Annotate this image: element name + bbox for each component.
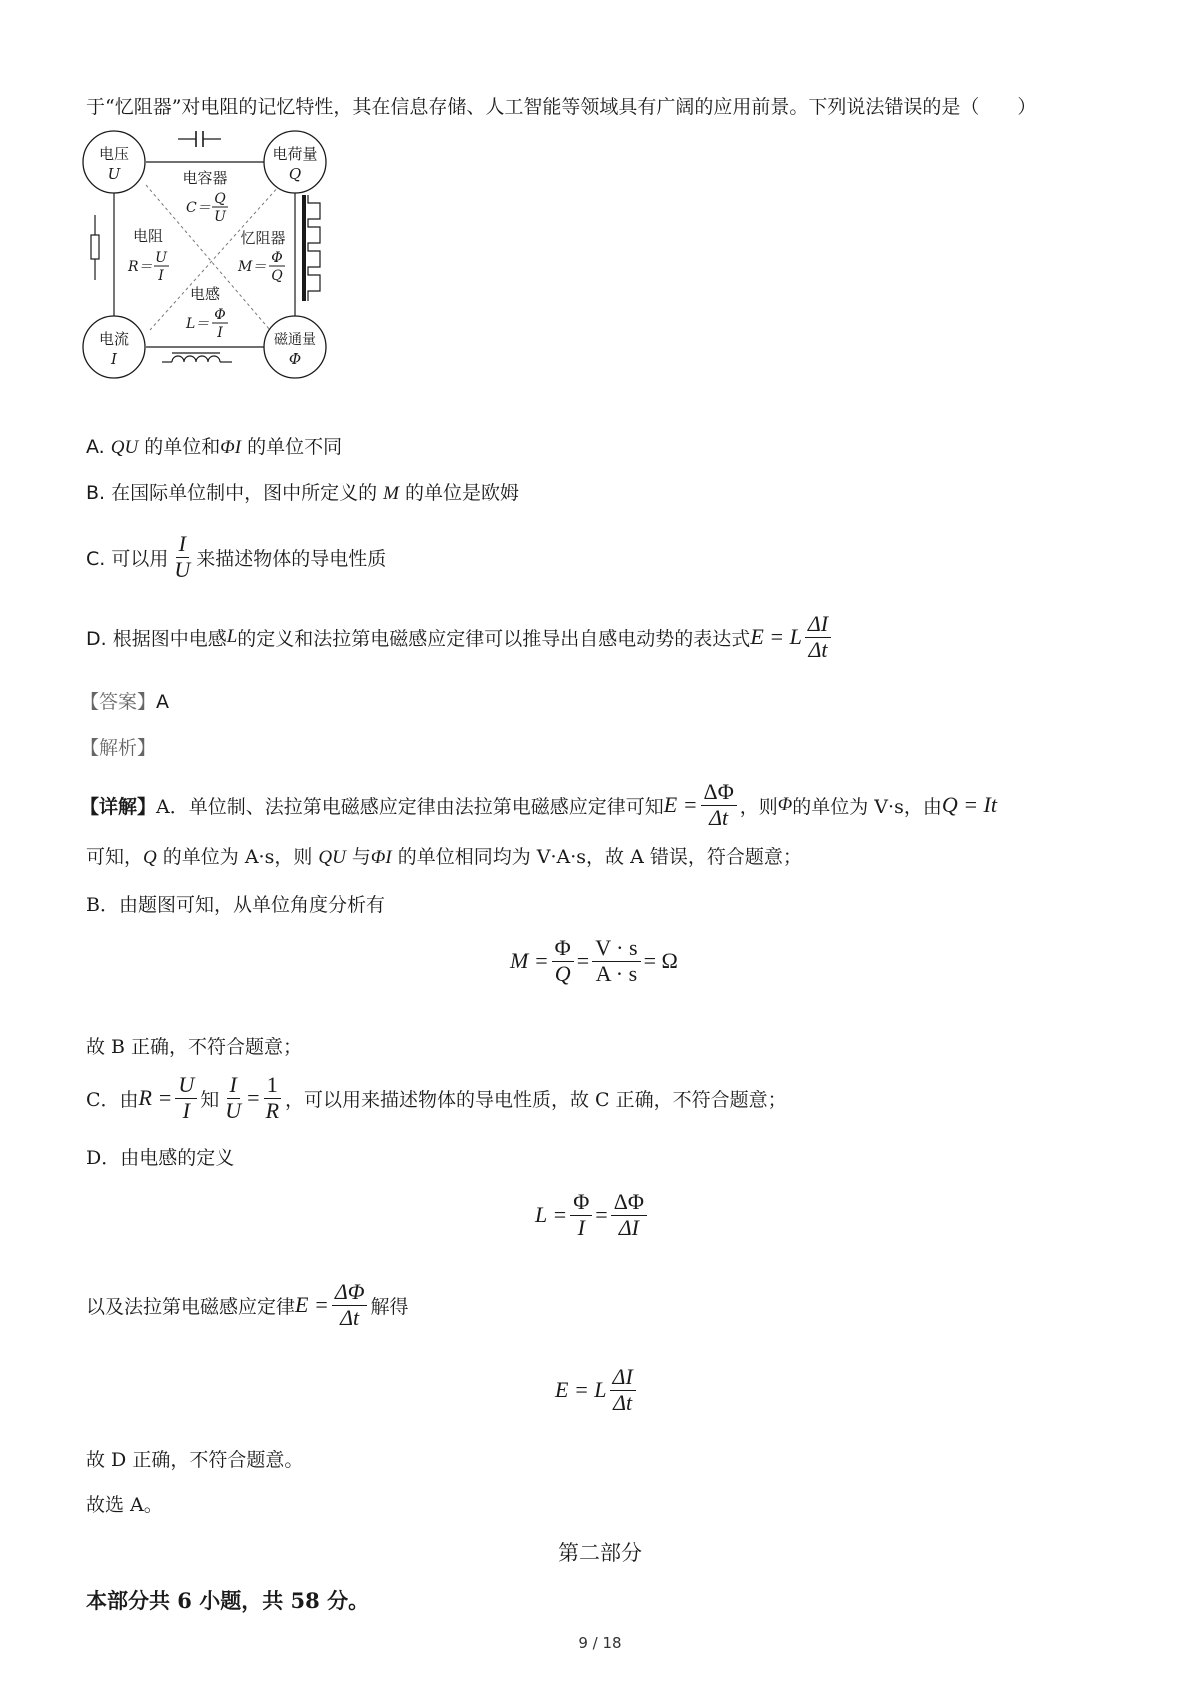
- detail-line-5-frac-2: $\frac{I}{U}$: [225, 1072, 242, 1123]
- detail-line-2: 可知，Q 的单位为 A·s，则 QU 与ΦI 的单位相同均为 V·A·s，故 A 错误，符合题意；: [86, 846, 802, 868]
- inductor-num: Φ: [214, 307, 226, 323]
- memristor-num: Φ: [271, 250, 283, 266]
- detail-line-1-fraction: $\frac{\Delta\Phi}{\Delta t}$: [701, 780, 737, 830]
- detail-line-4: 故 B 正确，不符合题意；: [86, 1036, 303, 1058]
- equation-l: L = $\frac{\Phi}{I}$ = $\frac{\Delta\Phi}{\Delta I}$: [535, 1190, 650, 1240]
- option-c-fraction: $\frac{I}{U}$: [174, 531, 191, 582]
- voltage-symbol: U: [107, 165, 121, 183]
- detail-line-1: 【详解】 A．单位制、法拉第电磁感应定律由法拉第电磁感应定律可知 E = $\frac{\Delta\Phi}{\Delta t}$ ，则 Φ 的单位为 V·s，由 Q = It: [80, 779, 997, 830]
- inductor-label: 电感: [189, 285, 221, 303]
- detail-line-9: 故选 A。: [86, 1494, 163, 1516]
- option-b: B. 在国际单位制中，图中所定义的 M 的单位是欧姆: [86, 482, 520, 504]
- analysis-label: 【解析】: [80, 737, 157, 759]
- charge-label: 电荷量: [272, 145, 318, 163]
- inductor-den: I: [217, 325, 223, 341]
- detail-line-5-frac-1: $\frac{U}{I}$: [175, 1073, 197, 1123]
- resistor-num: U: [155, 250, 167, 266]
- flux-label: 磁通量: [274, 332, 316, 348]
- flux-symbol: Φ: [288, 350, 302, 368]
- detail-line-7-fraction: $\frac{\Delta\Phi}{\Delta t}$: [332, 1280, 368, 1330]
- resistor-lhs: R＝: [128, 259, 153, 275]
- part-two-summary: 本部分共 6 小题，共 58 分。: [86, 1588, 370, 1613]
- answer: 【答案】A: [80, 691, 170, 713]
- memristor-lhs: M＝: [238, 259, 267, 275]
- detail-line-5: C．由 R = $\frac{U}{I}$ 知 $\frac{I}{U}$ = $\frac{1}{R}$ ，可以用来描述物体的导电性质，故 C 正确，不符合题意；: [86, 1072, 787, 1123]
- equation-m: M = $\frac{\Phi}{Q}$ = $\frac{V \cdot s}{A \cdot s}$ = Ω: [510, 935, 678, 986]
- memristor-symbol: [302, 195, 320, 301]
- equation-m-frac-2: $\frac{V \cdot s}{A \cdot s}$: [592, 936, 640, 986]
- inductor-lhs: L＝: [186, 316, 210, 332]
- capacitor-den: U: [214, 209, 226, 225]
- capacitor-num: Q: [214, 191, 226, 207]
- option-d: D. 根据图中电感 L 的定义和法拉第电磁感应定律可以推导出自感电动势的表达式 E = L $\frac{\Delta I}{\Delta t}$: [86, 612, 834, 662]
- option-a: A. QU 的单位和ΦI 的单位不同: [86, 436, 343, 458]
- equation-l-frac-1: $\frac{\Phi}{I}$: [570, 1190, 592, 1240]
- equation-l-frac-2: $\frac{\Delta\Phi}{\Delta I}$: [611, 1190, 647, 1240]
- capacitor-symbol: [178, 131, 221, 147]
- option-c: C. 可以用 $\frac{I}{U}$ 来描述物体的导电性质: [86, 531, 387, 582]
- quantity-relation-diagram: [80, 125, 355, 390]
- capacitor-label: 电容器: [182, 169, 228, 187]
- detail-line-8: 故 D 正确，不符合题意。: [86, 1449, 304, 1471]
- equation-m-frac-1: $\frac{\Phi}{Q}$: [552, 936, 574, 986]
- detail-line-6: D．由电感的定义: [86, 1147, 235, 1169]
- question-stem: 于“忆阻器”对电阻的记忆特性，其在信息存储、人工智能等领域具有广阔的应用前景。下列说法错误的是（ ）: [86, 96, 1037, 118]
- current-label: 电流: [98, 330, 130, 348]
- page-number: 9 / 18: [578, 1634, 622, 1652]
- memristor-label: 忆阻器: [240, 229, 286, 247]
- current-symbol: I: [111, 350, 117, 368]
- resistor-den: I: [158, 268, 164, 284]
- capacitor-lhs: C＝: [186, 200, 211, 216]
- voltage-label: 电压: [98, 145, 130, 163]
- resistor-symbol: [91, 215, 99, 280]
- option-d-fraction: $\frac{\Delta I}{\Delta t}$: [805, 612, 831, 662]
- memristor-den: Q: [271, 268, 283, 284]
- charge-symbol: Q: [288, 165, 302, 183]
- detail-line-5-frac-3: $\frac{1}{R}$: [265, 1072, 280, 1123]
- detail-line-3: B．由题图可知，从单位角度分析有: [86, 894, 385, 916]
- resistor-label: 电阻: [132, 227, 164, 245]
- inductor-symbol: [162, 353, 232, 362]
- part-two-title: 第二部分: [558, 1541, 642, 1565]
- equation-e-fraction: $\frac{\Delta I}{\Delta t}$: [610, 1365, 636, 1415]
- equation-e: E = L $\frac{\Delta I}{\Delta t}$: [555, 1365, 639, 1415]
- detail-line-7: 以及法拉第电磁感应定律 E = $\frac{\Delta\Phi}{\Delta t}$ 解得: [86, 1279, 409, 1330]
